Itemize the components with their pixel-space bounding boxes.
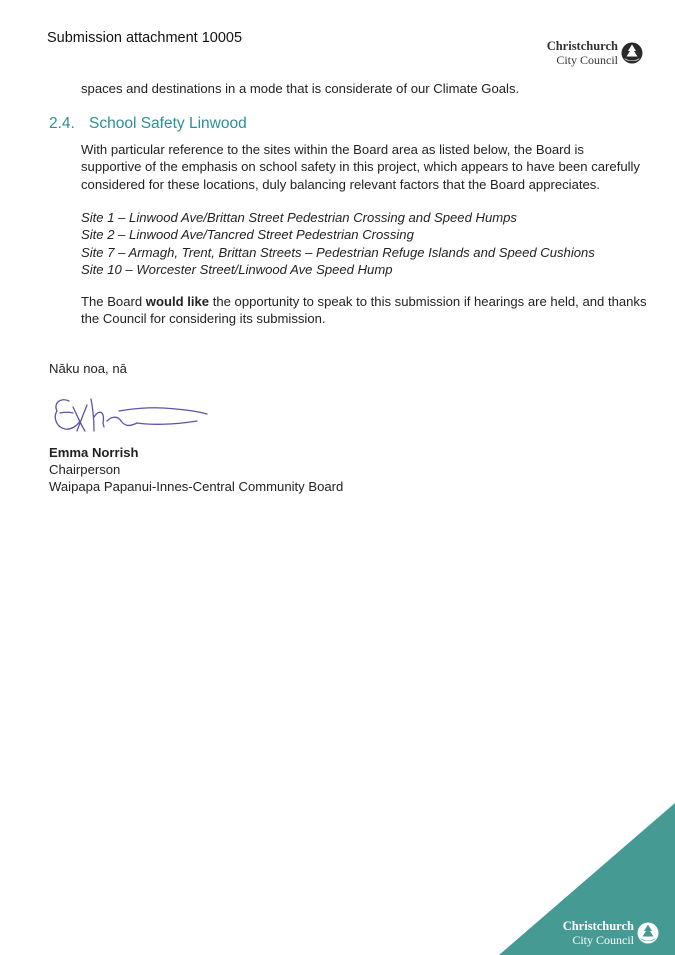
attachment-label: Submission attachment 10005	[47, 30, 243, 46]
council-logo-footer	[563, 920, 659, 946]
site-item: Site 2 – Linwood Ave/Tancred Street Pedestrian Crossing	[81, 227, 414, 243]
logo-line-2: City Council	[556, 52, 618, 67]
signatory-board: Waipapa Papanui-Innes-Central Community Board	[49, 479, 344, 494]
logo-line-1: Christchurch	[562, 919, 634, 933]
closing-text-after: the opportunity to speak to this submission if hearings are held, and thanks the Council for considering its submission.	[81, 294, 647, 327]
closing-emphasis: would like	[145, 294, 210, 309]
logo-line-2: City Council	[572, 932, 634, 947]
intro-paragraph: With particular reference to the sites within the Board area as listed below, the Board is supportive of the emphasis on school safety in this project, which appears to have been carefully considered for these locations, duly balancing relevant factors that the Board appreciates.	[81, 142, 640, 192]
signatory-name: Emma Norrish	[49, 445, 139, 460]
continuation-paragraph: spaces and destinations in a mode that is considerate of our Climate Goals.	[81, 81, 520, 96]
closing-paragraph	[81, 293, 651, 328]
site-list	[81, 209, 595, 279]
valediction: Nāku noa, nā	[49, 361, 127, 376]
section-title: School Safety Linwood	[89, 115, 247, 132]
handwritten-signature	[47, 393, 212, 437]
section-number: 2.4.	[49, 115, 75, 132]
site-item: Site 1 – Linwood Ave/Brittan Street Pedestrian Crossing and Speed Humps	[81, 210, 517, 225]
council-emblem-icon	[637, 922, 659, 944]
site-item: Site 7 – Armagh, Trent, Brittan Streets – Pedestrian Refuge Islands and Speed Cushions	[81, 244, 595, 260]
site-item: Site 10 – Worcester Street/Linwood Ave Speed Hump	[81, 262, 393, 278]
signatory-role: Chairperson	[49, 462, 121, 477]
logo-line-1: Christchurch	[546, 39, 618, 53]
council-emblem-icon	[621, 42, 643, 64]
council-logo-header	[547, 40, 643, 66]
closing-text-before: The Board	[81, 294, 146, 309]
section-heading	[49, 115, 247, 133]
